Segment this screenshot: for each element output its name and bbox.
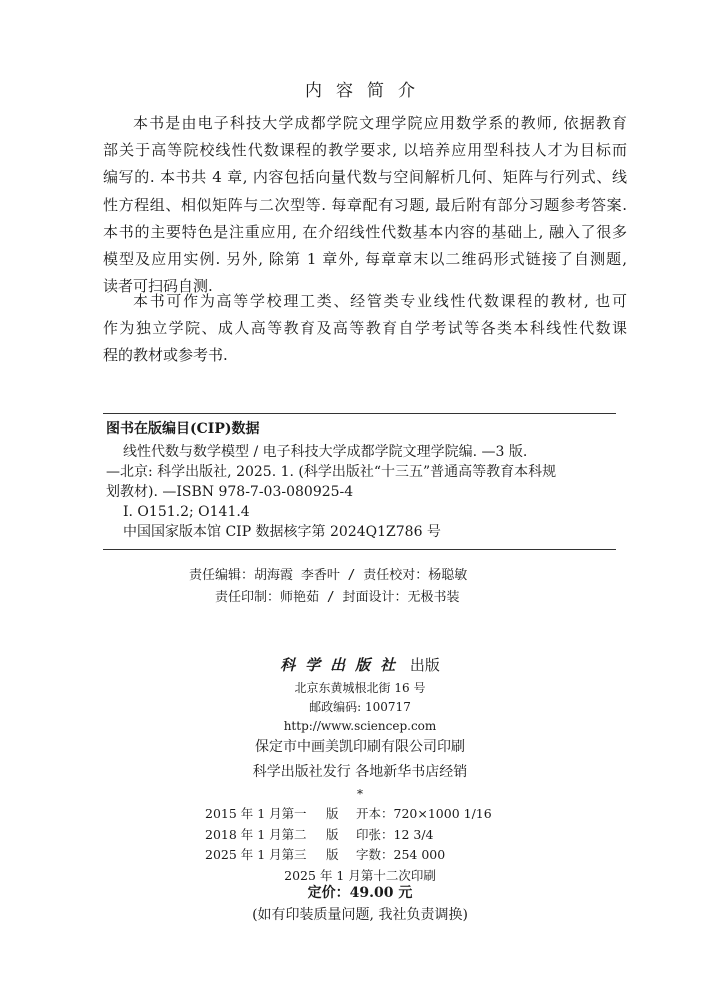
intro-line: 性方程组、相似矩阵与二次型等. 每章配有习题, 最后附有部分习题参考答案. xyxy=(103,195,627,214)
cip-line: 中国国家版本馆 CIP 数据核字第 2024Q1Z786 号 xyxy=(123,524,441,540)
intro-line: 模型及应用实例. 另外, 除第 1 章外, 每章章末以二维码形式链接了自测题, xyxy=(103,250,627,269)
cip-title: 图书在版编目(CIP)数据 xyxy=(106,421,260,437)
edition-row xyxy=(205,804,492,825)
edition-date: 2025 年 1 月第 xyxy=(205,847,295,862)
edition-table xyxy=(205,804,492,866)
edition-date: 2018 年 1 月第 xyxy=(205,826,295,842)
intro-paragraph-1 xyxy=(103,110,627,300)
price-line xyxy=(0,883,720,904)
edition-spec: 印张：12 3/4 xyxy=(356,826,434,842)
edition-label: 版 xyxy=(326,826,339,842)
intro-line: 本书是由电子科技大学成都学院文理学院应用数学系的教师, 依据教育 xyxy=(133,114,627,132)
cip-line: 线性代数与数学模型 / 电子科技大学成都学院文理学院编. —3 版. xyxy=(123,444,528,460)
intro-line: 本书可作为高等学校理工类、经管类专业线性代数课程的教材, 也可 xyxy=(133,292,627,310)
cip-top-rule xyxy=(103,413,616,414)
publisher-line xyxy=(0,654,720,675)
cip-bottom-rule xyxy=(103,549,616,550)
printing-line: 2025 年 1 月第十二次印刷 xyxy=(284,868,436,883)
price-label: 定价： xyxy=(307,885,350,901)
price-value: 49.00 元 xyxy=(349,885,413,901)
edition-row xyxy=(205,825,492,846)
notice-line: (如有印装质量问题, 我社负责调换) xyxy=(252,907,468,923)
credits-line: 责任编辑：胡海霞 李香叶 / 责任校对：杨聪敏 xyxy=(189,568,468,583)
printer-line: 保定市中画美凯印刷有限公司印刷 xyxy=(255,739,465,755)
edition-spec: 开本：720×1000 1/16 xyxy=(356,806,492,821)
edition-number: 二 xyxy=(294,826,307,842)
publisher-logo: 科学出版社 xyxy=(280,656,406,674)
edition-number: 一 xyxy=(294,806,307,821)
credits-line: 责任印制：师艳茹 / 封面设计：无极书装 xyxy=(215,590,460,605)
intro-line: 程的教材或参考书. xyxy=(103,346,228,365)
publisher-postcode: 邮政编码: 100717 xyxy=(309,700,411,714)
intro-paragraph-2 xyxy=(103,288,627,370)
edition-label: 版 xyxy=(326,806,339,821)
intro-line: 读者可扫码自测. xyxy=(103,277,213,296)
edition-row xyxy=(205,845,492,866)
cip-line: —北京: 科学出版社, 2025. 1. (科学出版社“十三五”普通高等教育本科规 xyxy=(106,464,557,480)
page-heading: 内容简介 xyxy=(305,81,429,101)
intro-line: 部关于高等院校线性代数课程的教学要求, 以培养应用型科技人才为目标而 xyxy=(103,141,627,160)
publisher-url: http://www.sciencep.com xyxy=(283,719,437,733)
credits-block xyxy=(0,565,720,609)
distribution-line: 科学出版社发行 各地新华书店经销 xyxy=(252,764,468,780)
edition-spec: 字数：254 000 xyxy=(356,847,446,862)
intro-line: 本书的主要特色是注重应用, 在介绍线性代数基本内容的基础上, 融入了很多 xyxy=(103,222,627,241)
edition-label: 版 xyxy=(326,847,339,862)
cip-line: 划教材). —ISBN 978-7-03-080925-4 xyxy=(106,484,354,500)
publisher-suffix: 出版 xyxy=(409,656,440,674)
edition-number: 三 xyxy=(294,847,307,862)
edition-date: 2015 年 1 月第 xyxy=(205,806,295,821)
cip-line: Ⅰ. O151.2; O141.4 xyxy=(123,504,250,520)
cip-block xyxy=(106,419,623,542)
intro-line: 编写的. 本书共 4 章, 内容包括向量代数与空间解析几何、矩阵与行列式、线 xyxy=(103,168,627,187)
intro-line: 作为独立学院、成人高等教育及高等教育自学考试等各类本科线性代数课 xyxy=(103,319,627,338)
separator-star: * xyxy=(357,787,363,801)
publisher-address: 北京东黄城根北街 16 号 xyxy=(294,681,426,695)
